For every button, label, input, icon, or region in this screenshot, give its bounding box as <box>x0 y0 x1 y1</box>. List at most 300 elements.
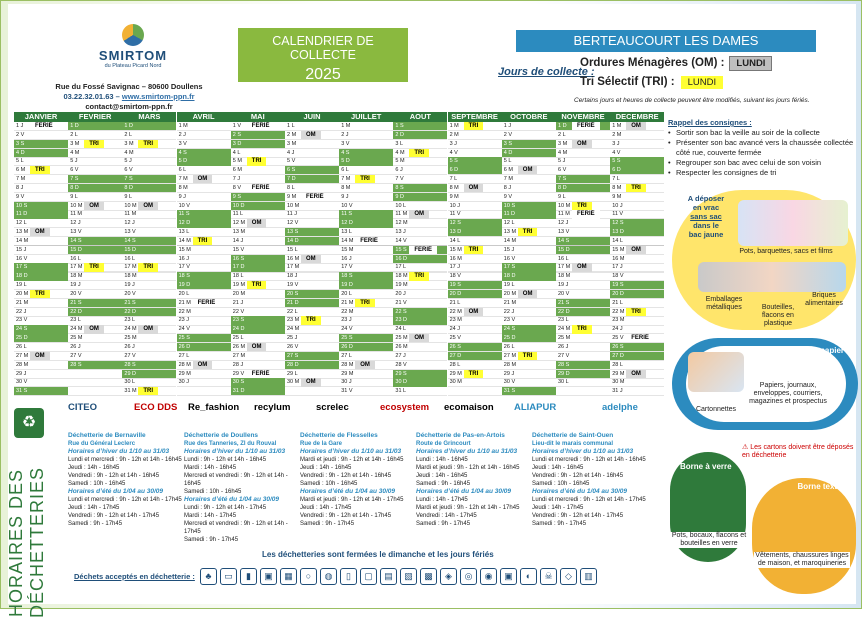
day-cell: 3 S <box>502 140 556 148</box>
collection-tag: OM <box>464 308 484 316</box>
day-cell: 9 J <box>178 193 186 200</box>
month-header: AVRIL <box>177 112 231 122</box>
collection-tag: TRI <box>626 308 646 316</box>
day-cell: 10 M TRI <box>556 202 610 210</box>
hours-line: Vendredi : 9h - 12h et 14h - 16h45 <box>532 473 624 479</box>
borne-papier-title: Borne papier <box>794 346 844 355</box>
hours-line: Mardi et jeudi : 9h - 12h et 14h - 16h45 <box>300 457 404 463</box>
day-cell: 7 L <box>449 176 458 183</box>
day-cell: 14 S <box>556 237 610 245</box>
day-cell: 13 L <box>341 229 352 236</box>
day-cell: 17 J <box>449 264 460 271</box>
day-cell: 10 V <box>341 202 353 209</box>
day-cell: 9 L <box>558 193 566 200</box>
collection-tag: OM <box>409 210 429 218</box>
day-cell: 26 S <box>610 343 664 351</box>
toxic-icon: ☠ <box>540 568 557 585</box>
month-header: SEPTEMBRE <box>448 112 502 122</box>
day-cell: 24 S <box>14 325 68 333</box>
day-cell: 27 L <box>178 352 190 359</box>
rappel-consignes <box>668 118 858 178</box>
day-cell: 17 J <box>612 264 623 271</box>
day-cell: 4 M <box>70 149 80 156</box>
website-link[interactable]: www.smirtom-ppn.fr <box>121 92 195 101</box>
day-cell: 14 M FERIÉ <box>339 237 393 245</box>
day-cell: 19 S <box>610 281 664 289</box>
day-cell: 4 J <box>287 149 295 156</box>
day-cell: 8 D <box>122 184 176 192</box>
oil-icon: ◍ <box>320 568 337 585</box>
day-cell: 12 J <box>70 220 81 227</box>
collection-tag: FERIÉ <box>30 122 58 130</box>
day-cell: 28 M <box>16 361 29 368</box>
day-cell: 12 V <box>287 220 299 227</box>
day-cell: 21 S <box>122 299 176 307</box>
collection-tag: TRI <box>30 166 50 174</box>
day-cell: 15 J <box>503 246 515 253</box>
day-cell: 18 V <box>449 273 461 280</box>
day-cell: 1 M TRI <box>448 122 502 130</box>
collection-tag: TRI <box>30 290 50 298</box>
day-cell: 23 M <box>449 317 462 324</box>
day-cell: 29 S <box>393 370 447 378</box>
day-cell: 12 L <box>16 220 27 227</box>
day-cell: 21 L <box>449 299 461 306</box>
day-cell: 19 D <box>177 281 231 289</box>
day-cell: 15 M TRI <box>448 246 502 254</box>
day-cell: 9 M <box>449 193 459 200</box>
dechetterie-block <box>184 432 298 544</box>
day-cell: 12 M <box>395 220 408 227</box>
day-cell: 10 D <box>231 202 285 210</box>
day-cell: 13 S <box>285 228 339 236</box>
day-cell: 7 D <box>285 175 339 183</box>
day-cell: 2 V <box>16 131 25 138</box>
borne-textile-title: Borne textile <box>797 482 846 491</box>
label-metal: Emballages métalliques <box>705 296 743 311</box>
dechetterie-address: Rue de la Gare <box>300 441 343 447</box>
address-block <box>24 82 234 112</box>
day-cell: 12 J <box>558 220 569 227</box>
day-cell: 26 S <box>448 343 502 351</box>
collection-tag: FERIÉ <box>572 210 600 218</box>
day-cell: 6 V <box>124 167 133 174</box>
day-cell: 5 S <box>448 157 502 165</box>
partner-logo: ecomaison <box>444 402 494 413</box>
day-cell: 7 S <box>556 175 610 183</box>
org-sub: du Plateau Picard Nord <box>104 63 162 69</box>
day-cell: 19 L <box>503 282 515 289</box>
bottle-icon: ▯ <box>340 568 357 585</box>
day-cell: 27 J <box>395 352 406 359</box>
day-cell: 27 V <box>124 352 136 359</box>
day-cell: 27 V <box>70 352 82 359</box>
day-cell: 15 L <box>287 246 298 253</box>
day-cell: 11 D <box>14 210 68 218</box>
day-cell: 14 M TRI <box>177 237 231 245</box>
summer-hours-title: Horaires d’été du 1/04 au 30/09 <box>184 496 280 503</box>
day-cell: 22 D <box>556 308 610 316</box>
day-cell: 8 M <box>178 184 188 191</box>
day-cell: 31 J <box>612 388 623 395</box>
dechetterie-address: Rue des Tanneries, ZI du Rouval <box>184 441 277 447</box>
day-cell: 22 M <box>178 308 191 315</box>
hours-line: Samedi : 10h - 16h45 <box>184 489 242 495</box>
warning <box>742 444 854 460</box>
day-cell: 28 M OM <box>339 361 393 369</box>
day-cell: 14 S <box>68 237 122 245</box>
day-cell: 8 M OM <box>448 184 502 192</box>
day-cell: 30 J <box>178 379 189 386</box>
day-cell: 1 D <box>122 122 176 130</box>
day-cell: 14 V <box>395 237 407 244</box>
dechetterie-address: Lieu-dit le marais communal <box>532 441 614 447</box>
day-cell: 13 V <box>558 229 570 236</box>
label-cartonnettes: Cartonnettes <box>695 406 737 413</box>
day-cell: 4 L <box>232 149 241 156</box>
day-cell: 13 M <box>232 229 246 236</box>
day-cell: 30 S <box>231 378 285 386</box>
day-cell: 31 M TRI <box>122 387 176 395</box>
day-cell: 10 L <box>395 202 407 209</box>
day-cell: 25 M <box>70 335 83 342</box>
day-cell: 19 L <box>16 282 27 289</box>
day-cell: 1 J <box>503 123 512 129</box>
day-cell: 14 M <box>503 237 517 244</box>
bac-jaune-line: bac jaune <box>688 230 724 239</box>
collection-tag: OM <box>30 352 50 360</box>
month-column <box>177 112 231 396</box>
day-cell: 4 V <box>449 149 458 156</box>
label-textile: Vêtements, chaussures linges de maison, et maroquineries <box>755 552 849 567</box>
day-cell: 11 M <box>70 211 83 218</box>
day-cell: 24 V <box>178 326 190 333</box>
partner-logo: adelphe <box>602 402 638 413</box>
winter-hours-title: Horaires d’hiver du 1/10 au 31/03 <box>300 448 402 455</box>
day-cell: 25 S <box>177 334 231 342</box>
collection-tag: FERIÉ <box>626 334 654 342</box>
day-cell: 11 M <box>124 211 137 218</box>
summer-hours-title: Horaires d’été du 1/04 au 30/09 <box>416 488 512 495</box>
day-cell: 23 J <box>178 317 189 324</box>
day-cell: 25 L <box>232 335 244 342</box>
day-cell: 26 J <box>558 344 569 350</box>
hours-line: Jeudi : 14h - 16h45 <box>416 473 468 479</box>
gas-icon: ◉ <box>480 568 497 585</box>
month-header: FEVRIER <box>68 112 122 122</box>
day-cell: 1 V FERIÉ <box>231 122 285 130</box>
day-cell: 2 D <box>393 131 447 139</box>
bac-jaune-line: sans sac <box>690 212 722 221</box>
day-cell: 20 M <box>232 290 246 297</box>
day-cell: 16 M <box>612 255 625 262</box>
dechetterie-name: Déchetterie de Bernaville <box>68 432 146 439</box>
day-cell: 12 M OM <box>231 219 285 227</box>
day-cell: 15 M OM <box>610 246 664 254</box>
collection-tag: TRI <box>138 140 158 148</box>
day-cell: 17 D <box>231 263 285 271</box>
collection-tag: OM <box>409 334 429 342</box>
collection-tag: OM <box>355 361 375 369</box>
collection-tag: TRI <box>247 281 267 289</box>
collection-tag: OM <box>84 202 104 210</box>
winter-hours-title: Horaires d’hiver du 1/10 au 31/03 <box>532 448 634 455</box>
cardboard-icon: ▣ <box>260 568 277 585</box>
day-cell: 30 V <box>16 379 28 386</box>
day-cell: 7 S <box>68 175 122 183</box>
day-cell: 23 M TRI <box>285 316 339 324</box>
day-cell: 3 L <box>395 140 404 147</box>
dechetterie-address: Route de Grincourt <box>416 441 471 447</box>
day-cell: 24 M TRI <box>556 325 610 333</box>
closed-note: Les déchetteries sont fermées le dimanche et les jours fériés <box>262 550 494 559</box>
day-cell: 20 V <box>70 290 82 297</box>
day-cell: 6 V <box>558 167 567 174</box>
day-cell: 7 L <box>612 176 620 183</box>
day-cell: 2 L <box>70 131 78 138</box>
day-cell: 18 M <box>70 273 83 280</box>
day-cell: 1 M <box>178 123 188 129</box>
day-cell: 27 V <box>558 352 570 359</box>
day-cell: 16 M OM <box>285 255 339 263</box>
day-cell: 11 V <box>449 211 461 218</box>
rappel-item: • Présenter son bac avancé vers la chaussée collectée côté rue, couverte fermée <box>668 138 858 158</box>
day-cell: 8 M TRI <box>610 184 664 192</box>
dechetterie-block <box>532 432 646 528</box>
collection-tag: TRI <box>572 325 592 333</box>
day-cell: 20 V <box>558 290 570 297</box>
month-column <box>339 112 393 396</box>
bac-jaune-line: A déposer <box>687 194 725 203</box>
hours-line: Lundi : 14h - 16h45 <box>416 457 468 463</box>
day-cell: 17 M TRI <box>68 263 122 271</box>
collection-tag: TRI <box>409 272 429 280</box>
bac-jaune-line: dans le <box>693 221 719 230</box>
day-cell: 9 V <box>16 193 25 200</box>
hours-line: Vendredi : 9h - 12h et 14h - 17h45 <box>68 513 160 519</box>
day-cell: 30 D <box>393 378 447 386</box>
day-cell: 2 M <box>612 131 622 138</box>
hours-line: Mardi : 14h - 16h45 <box>184 465 237 471</box>
day-cell: 6 V <box>70 167 79 174</box>
day-cell: 21 M TRI <box>339 299 393 307</box>
day-cell: 30 J <box>341 379 352 386</box>
day-cell: 20 D <box>610 290 664 298</box>
collection-tag: TRI <box>464 246 484 254</box>
hours-line: Samedi : 9h - 16h45 <box>416 481 471 487</box>
day-cell: 3 M OM <box>556 140 610 148</box>
day-cell: 12 L <box>503 220 515 227</box>
partner-logo: ecosystem <box>380 402 430 413</box>
day-cell: 19 M TRI <box>231 281 285 289</box>
textile-icon: ◈ <box>440 568 457 585</box>
hours-line: Samedi : 10h - 16h45 <box>532 481 590 487</box>
day-cell: 2 J <box>341 131 349 138</box>
day-cell: 17 S <box>502 263 556 271</box>
day-cell: 28 D <box>285 361 339 369</box>
hours-line: Lundi : 9h - 12h et 14h - 16h45 <box>184 457 267 463</box>
day-cell: 3 J <box>612 140 620 147</box>
month-header: DECEMBRE <box>610 112 664 122</box>
collection-tag: TRI <box>572 202 592 210</box>
collection-tag: TRI <box>138 263 158 271</box>
partner-logo: screlec <box>316 402 349 413</box>
day-cell: 2 S <box>231 131 285 139</box>
day-cell: 29 V FERIÉ <box>231 370 285 378</box>
collection-tag: TRI <box>193 237 213 245</box>
day-cell: 11 V <box>612 211 624 218</box>
day-cell: 26 L <box>503 344 515 350</box>
day-cell: 24 M OM <box>68 325 122 333</box>
day-cell: 22 M TRI <box>610 308 664 316</box>
tri-row <box>580 76 723 89</box>
day-cell: 9 L <box>70 193 78 200</box>
day-cell: 20 M TRI <box>14 290 68 298</box>
tri-label: Tri Sélectif (TRI) : <box>580 76 675 88</box>
day-cell: 6 J <box>395 167 403 174</box>
day-cell: 24 M <box>287 326 300 333</box>
day-cell: 7 M <box>16 176 26 183</box>
day-cell: 3 M <box>287 140 297 147</box>
day-cell: 15 S FERIÉ <box>393 246 447 254</box>
org-name: SMIRTOM <box>98 48 168 63</box>
day-cell: 8 L <box>287 184 295 191</box>
month-column <box>556 112 610 396</box>
day-cell: 13 V <box>124 229 136 236</box>
day-cell: 1 M OM <box>610 122 664 130</box>
day-cell: 19 S <box>448 281 502 289</box>
day-cell: 10 M <box>287 202 300 209</box>
day-cell: 21 L <box>612 299 623 306</box>
partner-logo: Re_fashion <box>188 402 240 413</box>
day-cell: 21 D <box>285 299 339 307</box>
day-cell: 13 V <box>70 229 82 236</box>
day-cell: 5 J <box>124 158 132 165</box>
day-cell: 7 M <box>503 176 513 183</box>
day-cell: 28 L <box>612 361 623 368</box>
day-cell: 11 L <box>232 211 244 218</box>
day-cell: 13 D <box>448 228 502 236</box>
om-row <box>580 56 772 71</box>
day-cell: 11 M OM <box>393 210 447 218</box>
day-cell: 18 D <box>502 272 556 280</box>
day-cell: 7 S <box>122 175 176 183</box>
day-cell: 24 J <box>449 326 460 333</box>
hours-line: Vendredi : 9h - 12h et 14h - 17h45 <box>300 513 392 519</box>
smirtom-logo <box>68 24 198 69</box>
hours-line: Lundi et mercredi : 9h - 12h et 14h - 16h45 <box>68 457 182 463</box>
collection-tag: OM <box>626 122 646 130</box>
day-cell: 27 S <box>285 352 339 360</box>
rubble-icon: ▩ <box>420 568 437 585</box>
furniture-icon: ▭ <box>220 568 237 585</box>
borne-verre-title: Borne à verre <box>680 462 732 471</box>
rappel-item: • Respecter les consignes de tri <box>668 168 858 178</box>
month-column <box>393 112 447 396</box>
bac-jaune-line: en vrac <box>692 203 720 212</box>
paint-icon: ▦ <box>280 568 297 585</box>
collection-tag: OM <box>193 361 213 369</box>
day-cell: 29 D <box>122 370 176 378</box>
day-cell: 23 J <box>341 317 352 324</box>
email[interactable]: contact@smirtom-ppn.fr <box>85 102 173 111</box>
day-cell: 16 S <box>231 255 285 263</box>
collection-tag: OM <box>626 370 646 378</box>
collection-tag: FERIÉ <box>193 299 221 307</box>
day-cell: 20 L <box>341 290 352 297</box>
day-cell: 16 V <box>503 255 516 262</box>
bag-icon: ▥ <box>580 568 597 585</box>
day-cell: 6 L <box>341 167 349 174</box>
day-cell: 22 S <box>393 308 447 316</box>
day-cell: 24 L <box>395 326 407 333</box>
day-cell: 10 S <box>14 202 68 210</box>
hours-line: Lundi et mercredi : 9h - 12h et 14h - 17h45 <box>68 497 182 503</box>
tree-icon: ♣ <box>200 568 217 585</box>
day-cell: 5 D <box>339 157 393 165</box>
accepted-icons <box>200 566 600 586</box>
day-cell: 25 J <box>287 335 298 342</box>
day-cell: 13 M OM <box>14 228 68 236</box>
day-cell: 13 J <box>395 229 406 236</box>
day-cell: 15 D <box>122 246 176 254</box>
partner-logo: CITEO <box>68 402 98 413</box>
day-cell: 2 L <box>124 131 133 138</box>
day-cell: 20 S <box>285 290 339 298</box>
label-bouteilles: Bouteilles, flacons en plastique <box>761 304 795 327</box>
year: 2025 <box>305 66 341 83</box>
bulb-icon: ○ <box>300 568 317 585</box>
day-cell: 3 M TRI <box>68 140 122 148</box>
day-cell: 25 V <box>449 335 461 342</box>
collection-tag: OM <box>626 246 646 254</box>
day-cell: 17 V <box>341 264 353 271</box>
day-cell: 13 M TRI <box>502 228 556 236</box>
month-column <box>231 112 285 396</box>
day-cell: 12 S <box>448 219 502 227</box>
collection-tag: TRI <box>464 370 484 378</box>
hours-line: Vendredi : 9h - 12h et 14h - 16h45 <box>68 473 160 479</box>
collection-tag: OM <box>518 166 538 174</box>
day-cell: 9 M FERIÉ <box>285 193 339 201</box>
day-cell: 4 D <box>14 149 68 157</box>
month-column <box>285 112 339 396</box>
calendar-grid <box>14 112 664 396</box>
day-cell: 17 L <box>395 264 407 271</box>
rappel-item: • Regrouper son bac avec celui de son voisin <box>668 158 858 168</box>
day-cell: 28 S <box>556 361 610 369</box>
day-cell: 4 M <box>124 149 134 156</box>
collection-tag: FERIÉ <box>247 122 275 130</box>
day-cell: 31 L <box>395 388 407 395</box>
day-cell: 22 M OM <box>448 308 502 316</box>
day-cell: 22 D <box>122 308 176 316</box>
collection-tag: OM <box>572 140 592 148</box>
day-cell: 28 V <box>395 361 407 368</box>
day-cell: 29 L <box>287 370 298 377</box>
day-cell: 4 M TRI <box>393 149 447 157</box>
calendar-page <box>6 4 856 618</box>
month-column <box>68 112 122 396</box>
day-cell: 20 L <box>178 290 190 297</box>
collection-tag: OM <box>247 219 267 227</box>
hours-line: Samedi : 10h - 16h45 <box>68 481 126 487</box>
day-cell: 9 D <box>393 193 447 201</box>
day-cell: 22 J <box>16 308 27 315</box>
day-cell: 26 L <box>16 344 27 350</box>
day-cell: 9 J <box>341 193 349 200</box>
collection-tag: TRI <box>84 263 104 271</box>
